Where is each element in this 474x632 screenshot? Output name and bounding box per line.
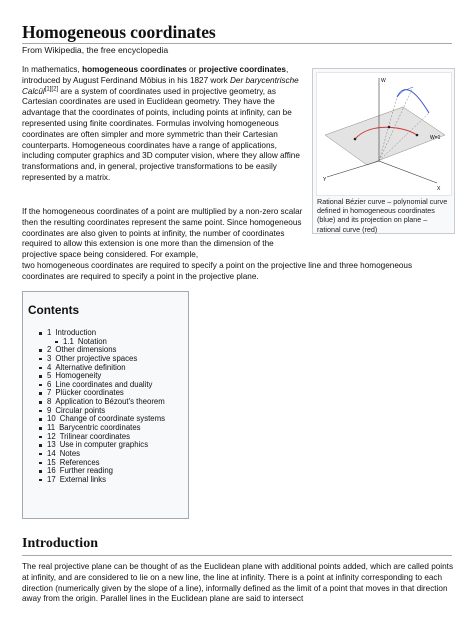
- toc-item-number: 14: [47, 448, 56, 458]
- toc-item-label[interactable]: Change of coordinate systems: [59, 414, 166, 424]
- toc-item[interactable]: [39, 476, 165, 485]
- page-subtitle: From Wikipedia, the free encyclopedia: [22, 45, 169, 55]
- x-axis: [379, 161, 437, 183]
- toc-list: [39, 329, 165, 485]
- term-projective-coordinates: projective coordinates: [198, 65, 286, 74]
- toc-item-label[interactable]: Alternative definition: [55, 362, 126, 372]
- paragraph-text: two homogeneous coordinates are required to specify a point on the projective line and three homogeneous coordinates are required to specify a point in the projective plane.: [22, 260, 413, 281]
- point-marker: [388, 126, 391, 129]
- bezier-diagram: [317, 73, 451, 195]
- y-axis: [327, 161, 379, 177]
- text-run: , introduced by August Ferdinand Möbius in his 1827 work: [22, 65, 289, 85]
- toc-item[interactable]: [39, 450, 165, 459]
- toc-item-number: 4: [47, 362, 52, 372]
- toc-item-label[interactable]: Circular points: [55, 405, 106, 415]
- toc-item-number: 1: [47, 328, 52, 337]
- toc-item-number: 13: [47, 440, 56, 450]
- toc-item-label[interactable]: Application to Bézout's theorem: [55, 397, 165, 407]
- text-run: or: [186, 65, 199, 74]
- toc-item-label[interactable]: External links: [59, 474, 107, 484]
- x-axis-label: X: [437, 186, 441, 192]
- toc-item-number: 12: [47, 431, 56, 441]
- bezier-curve-figure[interactable]: [316, 72, 452, 196]
- toc-item-label[interactable]: Trilinear coordinates: [59, 431, 131, 441]
- toc-item-number: 8: [47, 397, 52, 407]
- text-run: are a system of coordinates used in projective geometry, as Cartesian coordinates are used in Euclidean geometry. They have the advantage that the coordinates of points, including points at infinity, can be represented using finite coordinates. Formulas involving homogeneous coordinates are often simpler and more symmetric than their Cartesian counterparts. Homogeneous coordinates have a range of applications, including computer graphics and 3D computer vision, where they allow affine transformations and, in general, projective transformations to be easily represented by a matrix.: [22, 86, 300, 182]
- toc-item-number: 2: [47, 345, 52, 355]
- toc-item-label[interactable]: Line coordinates and duality: [55, 379, 153, 389]
- point-marker: [416, 134, 419, 137]
- toc-item-number: 16: [47, 466, 56, 476]
- intro-paragraph-1: [22, 65, 307, 184]
- toc-item-label[interactable]: Homogeneity: [55, 371, 102, 381]
- toc-item-number: 6: [47, 379, 52, 389]
- figure-caption: Rational Bézier curve – polynomial curve defined in homogeneous coordinates (blue) and its projection on plane – rational curve (red): [317, 197, 448, 234]
- toc-item-number: 10: [47, 414, 56, 424]
- toc-title: Contents: [28, 303, 80, 317]
- toc-item-number: 1.1: [63, 336, 74, 346]
- section-divider: [22, 555, 452, 556]
- title-divider: [22, 43, 452, 44]
- term-homogeneous-coordinates: homogeneous coordinates: [82, 65, 187, 74]
- page-title: Homogeneous coordinates: [22, 22, 216, 42]
- toc-item-label[interactable]: Other projective spaces: [55, 353, 138, 363]
- toc-item-label[interactable]: Notation: [77, 336, 107, 346]
- y-axis-label: Y: [323, 177, 327, 183]
- toc-item[interactable]: [39, 441, 165, 450]
- toc-item-number: 7: [47, 388, 52, 398]
- reference-link[interactable]: [1][2]: [44, 85, 59, 92]
- intro-paragraph-2: [22, 207, 452, 283]
- table-of-contents: [22, 291, 189, 519]
- projective-plane: [325, 107, 445, 165]
- point-marker: [354, 138, 357, 141]
- toc-item-label[interactable]: Plücker coordinates: [55, 388, 124, 398]
- work-title-link[interactable]: Der barycentrische Calcül: [22, 75, 299, 96]
- toc-item-number: 5: [47, 371, 52, 381]
- toc-item-label[interactable]: References: [59, 457, 100, 467]
- toc-item-label[interactable]: Introduction: [55, 328, 97, 337]
- toc-item-label[interactable]: Further reading: [59, 466, 113, 476]
- toc-item-number: 15: [47, 457, 56, 467]
- text-run: In mathematics,: [22, 65, 83, 74]
- introduction-paragraph: The real projective plane can be thought of as the Euclidean plane with additional points added, which are called points at infinity, and are considered to lie on a new line, the line at infinity. There is a point at infinity corresponding to each direction (numerically given by the slope of a line), informally defined as the limit of a point that moves in that direction away from the origin. Parallel lines in the Euclidean plane are said to intersect: [22, 562, 454, 604]
- toc-item-label[interactable]: Barycentric coordinates: [59, 423, 141, 433]
- toc-item-number: 11: [47, 423, 56, 433]
- w-axis-label: W: [381, 78, 386, 84]
- toc-item-number: 3: [47, 353, 52, 363]
- plane-label: W=1: [430, 135, 441, 141]
- toc-item-number: 9: [47, 405, 52, 415]
- control-polygon: [397, 87, 413, 97]
- toc-item-label[interactable]: Use in computer graphics: [59, 440, 149, 450]
- toc-item-label[interactable]: Notes: [59, 448, 81, 458]
- toc-item-number: 17: [47, 474, 56, 484]
- section-heading-introduction: Introduction: [22, 536, 98, 551]
- paragraph-text: If the homogeneous coordinates of a point are multiplied by a non-zero scalar then the resulting coordinates represent the same point. Since homogeneous coordinates are also given to points at infinity, the number of coordinates required to allow this extension is one more than the dimension of the projective space being considered. For example,: [22, 207, 303, 260]
- toc-item-label[interactable]: Other dimensions: [55, 345, 117, 355]
